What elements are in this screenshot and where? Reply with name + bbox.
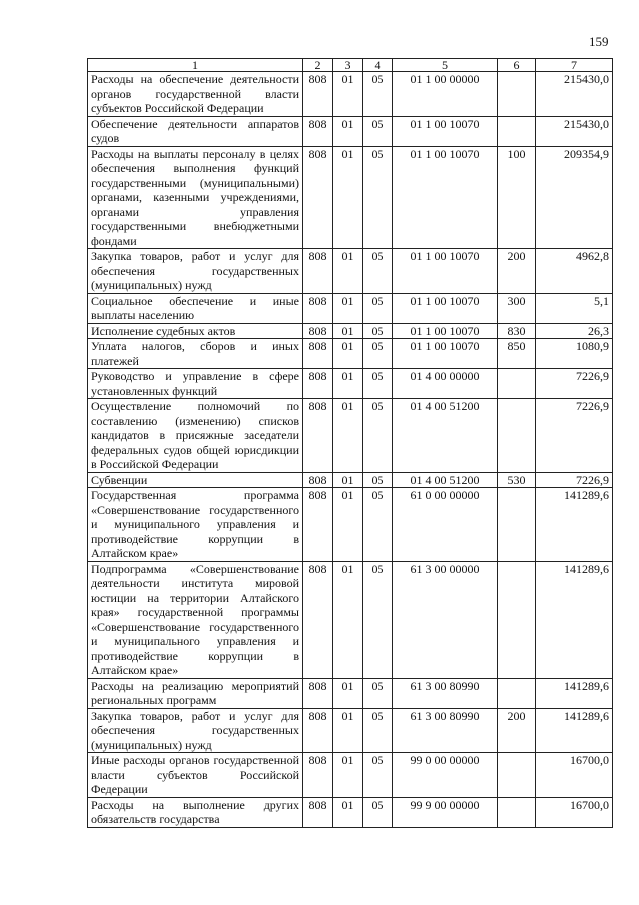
table-row xyxy=(88,369,613,399)
ministry-code-cell: 808 xyxy=(303,488,333,562)
ministry-code-cell: 808 xyxy=(303,708,333,753)
table-row xyxy=(88,472,613,488)
target-article-code-cell: 61 3 00 00000 xyxy=(393,561,498,678)
target-article-code-cell: 99 9 00 00000 xyxy=(393,797,498,827)
amount-cell: 141289,6 xyxy=(536,561,613,678)
amount-cell: 141289,6 xyxy=(536,678,613,708)
amount-cell: 209354,9 xyxy=(536,146,613,249)
amount-cell: 7226,9 xyxy=(536,369,613,399)
ministry-code-cell: 808 xyxy=(303,339,333,369)
table-row xyxy=(88,399,613,473)
target-article-code-cell: 01 1 00 10070 xyxy=(393,146,498,249)
ministry-code-cell: 808 xyxy=(303,369,333,399)
subsection-code-cell: 05 xyxy=(363,249,393,294)
target-article-code-cell: 01 1 00 00000 xyxy=(393,72,498,117)
expense-name-cell: Уплата налогов, сборов и иных платежей xyxy=(88,339,303,369)
expense-name-cell: Осуществление полномочий по составлению (изменению) списков кандидатов в присяжные заседатели федеральных судов общей юрисдикции в Российской Федерации xyxy=(88,399,303,473)
amount-cell: 215430,0 xyxy=(536,116,613,146)
amount-cell: 26,3 xyxy=(536,323,613,339)
subsection-code-cell: 05 xyxy=(363,339,393,369)
ministry-code-cell: 808 xyxy=(303,561,333,678)
section-code-cell: 01 xyxy=(333,678,363,708)
target-article-code-cell: 01 1 00 10070 xyxy=(393,116,498,146)
subsection-code-cell: 05 xyxy=(363,797,393,827)
expense-type-code-cell xyxy=(498,797,536,827)
ministry-code-cell: 808 xyxy=(303,797,333,827)
ministry-code-cell: 808 xyxy=(303,323,333,339)
expense-type-code-cell xyxy=(498,72,536,117)
table-row xyxy=(88,146,613,249)
ministry-code-cell: 808 xyxy=(303,678,333,708)
expense-type-code-cell: 300 xyxy=(498,293,536,323)
expense-type-code-cell xyxy=(498,561,536,678)
table-row xyxy=(88,72,613,117)
section-code-cell: 01 xyxy=(333,323,363,339)
section-code-cell: 01 xyxy=(333,797,363,827)
expense-name-cell: Иные расходы органов государственной власти субъектов Российской Федерации xyxy=(88,753,303,798)
column-header: 3 xyxy=(333,59,363,72)
expense-name-cell: Государственная программа «Совершенствование государственного и муниципального управления и противодействие коррупции в Алтайском крае» xyxy=(88,488,303,562)
table-row xyxy=(88,488,613,562)
expense-type-code-cell xyxy=(498,369,536,399)
expense-name-cell: Расходы на обеспечение деятельности органов государственной власти субъектов Российской Федерации xyxy=(88,72,303,117)
ministry-code-cell: 808 xyxy=(303,72,333,117)
expense-type-code-cell: 200 xyxy=(498,249,536,294)
expense-name-cell: Обеспечение деятельности аппаратов судов xyxy=(88,116,303,146)
amount-cell: 7226,9 xyxy=(536,399,613,473)
expense-type-code-cell xyxy=(498,678,536,708)
target-article-code-cell: 01 1 00 10070 xyxy=(393,293,498,323)
expense-name-cell: Закупка товаров, работ и услуг для обеспечения государственных (муниципальных) нужд xyxy=(88,249,303,294)
expense-name-cell: Расходы на реализацию мероприятий региональных программ xyxy=(88,678,303,708)
table-row xyxy=(88,708,613,753)
header-row xyxy=(88,59,613,72)
target-article-code-cell: 01 1 00 10070 xyxy=(393,249,498,294)
expense-type-code-cell: 200 xyxy=(498,708,536,753)
subsection-code-cell: 05 xyxy=(363,561,393,678)
amount-cell: 141289,6 xyxy=(536,488,613,562)
subsection-code-cell: 05 xyxy=(363,116,393,146)
section-code-cell: 01 xyxy=(333,116,363,146)
target-article-code-cell: 61 0 00 00000 xyxy=(393,488,498,562)
expense-name-cell: Закупка товаров, работ и услуг для обеспечения государственных (муниципальных) нужд xyxy=(88,708,303,753)
ministry-code-cell: 808 xyxy=(303,753,333,798)
subsection-code-cell: 05 xyxy=(363,399,393,473)
ministry-code-cell: 808 xyxy=(303,472,333,488)
amount-cell: 1080,9 xyxy=(536,339,613,369)
target-article-code-cell: 01 4 00 51200 xyxy=(393,399,498,473)
target-article-code-cell: 61 3 00 80990 xyxy=(393,708,498,753)
amount-cell: 215430,0 xyxy=(536,72,613,117)
subsection-code-cell: 05 xyxy=(363,146,393,249)
section-code-cell: 01 xyxy=(333,72,363,117)
amount-cell: 16700,0 xyxy=(536,797,613,827)
target-article-code-cell: 01 1 00 10070 xyxy=(393,339,498,369)
column-header: 2 xyxy=(303,59,333,72)
expense-name-cell: Субвенции xyxy=(88,472,303,488)
expense-name-cell: Расходы на выплаты персоналу в целях обеспечения выполнения функций государственными (муниципальными) органами, казенными учреждениями, органами управления государственными внебюджетными фондами xyxy=(88,146,303,249)
column-header: 5 xyxy=(393,59,498,72)
ministry-code-cell: 808 xyxy=(303,399,333,473)
expense-type-code-cell: 530 xyxy=(498,472,536,488)
section-code-cell: 01 xyxy=(333,472,363,488)
table-row xyxy=(88,678,613,708)
table-row xyxy=(88,561,613,678)
column-header: 4 xyxy=(363,59,393,72)
target-article-code-cell: 01 4 00 00000 xyxy=(393,369,498,399)
expense-name-cell: Подпрограмма «Совершенствование деятельности института мировой юстиции на территории Алтайского края» государственной программы «Совершенствование государственного и муниципального управления и противодействие коррупции в Алтайском крае» xyxy=(88,561,303,678)
expense-name-cell: Расходы на выполнение других обязательств государства xyxy=(88,797,303,827)
target-article-code-cell: 99 0 00 00000 xyxy=(393,753,498,798)
expense-type-code-cell: 850 xyxy=(498,339,536,369)
ministry-code-cell: 808 xyxy=(303,293,333,323)
target-article-code-cell: 01 4 00 51200 xyxy=(393,472,498,488)
subsection-code-cell: 05 xyxy=(363,293,393,323)
table-row xyxy=(88,293,613,323)
section-code-cell: 01 xyxy=(333,249,363,294)
section-code-cell: 01 xyxy=(333,146,363,249)
amount-cell: 16700,0 xyxy=(536,753,613,798)
section-code-cell: 01 xyxy=(333,399,363,473)
section-code-cell: 01 xyxy=(333,339,363,369)
target-article-code-cell: 61 3 00 80990 xyxy=(393,678,498,708)
expense-type-code-cell xyxy=(498,488,536,562)
subsection-code-cell: 05 xyxy=(363,708,393,753)
expense-name-cell: Руководство и управление в сфере установленных функций xyxy=(88,369,303,399)
table-row xyxy=(88,116,613,146)
expense-type-code-cell xyxy=(498,753,536,798)
ministry-code-cell: 808 xyxy=(303,249,333,294)
amount-cell: 5,1 xyxy=(536,293,613,323)
subsection-code-cell: 05 xyxy=(363,72,393,117)
expense-name-cell: Исполнение судебных актов xyxy=(88,323,303,339)
subsection-code-cell: 05 xyxy=(363,472,393,488)
amount-cell: 7226,9 xyxy=(536,472,613,488)
budget-table xyxy=(87,58,613,828)
amount-cell: 4962,8 xyxy=(536,249,613,294)
expense-type-code-cell: 100 xyxy=(498,146,536,249)
target-article-code-cell: 01 1 00 10070 xyxy=(393,323,498,339)
amount-cell: 141289,6 xyxy=(536,708,613,753)
ministry-code-cell: 808 xyxy=(303,146,333,249)
expense-type-code-cell xyxy=(498,399,536,473)
column-header: 7 xyxy=(536,59,613,72)
subsection-code-cell: 05 xyxy=(363,488,393,562)
subsection-code-cell: 05 xyxy=(363,323,393,339)
expense-name-cell: Социальное обеспечение и иные выплаты населению xyxy=(88,293,303,323)
section-code-cell: 01 xyxy=(333,488,363,562)
expense-type-code-cell xyxy=(498,116,536,146)
page-number: 159 xyxy=(589,34,609,49)
column-header: 1 xyxy=(88,59,303,72)
subsection-code-cell: 05 xyxy=(363,678,393,708)
table-row xyxy=(88,249,613,294)
table-row xyxy=(88,753,613,798)
section-code-cell: 01 xyxy=(333,561,363,678)
table-row xyxy=(88,323,613,339)
section-code-cell: 01 xyxy=(333,753,363,798)
section-code-cell: 01 xyxy=(333,369,363,399)
column-header: 6 xyxy=(498,59,536,72)
subsection-code-cell: 05 xyxy=(363,753,393,798)
table-row xyxy=(88,339,613,369)
section-code-cell: 01 xyxy=(333,708,363,753)
ministry-code-cell: 808 xyxy=(303,116,333,146)
subsection-code-cell: 05 xyxy=(363,369,393,399)
section-code-cell: 01 xyxy=(333,293,363,323)
table-row xyxy=(88,797,613,827)
expense-type-code-cell: 830 xyxy=(498,323,536,339)
